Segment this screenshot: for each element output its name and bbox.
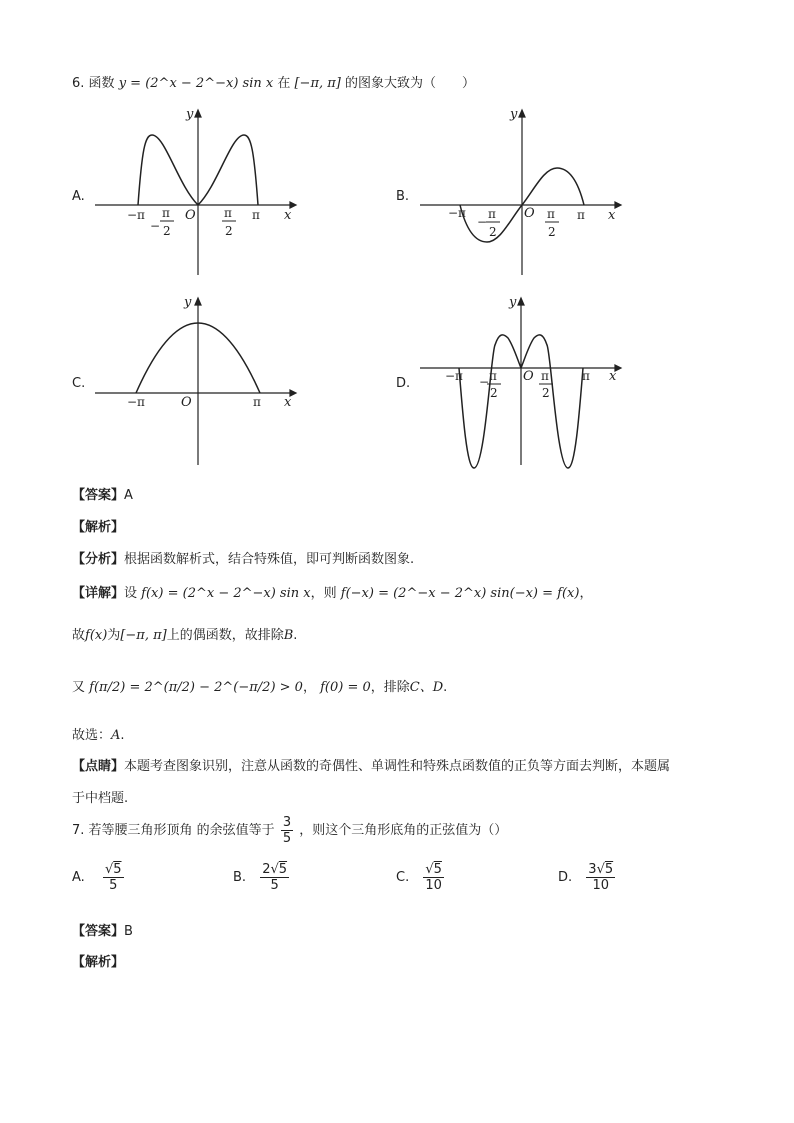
tick-half-num: π — [541, 369, 549, 383]
tick-neg-half-num: π — [488, 207, 496, 221]
q7-analysis-tag — [72, 951, 124, 970]
origin-label: O — [523, 369, 534, 384]
analysis-tag: 【解析】 — [72, 520, 125, 535]
stem-suffix: 的图象大致为（ ） — [345, 76, 476, 91]
option-a[interactable] — [72, 862, 126, 893]
fraction-denominator: 5 — [282, 831, 292, 846]
line3-f-pi-half: f(π/2) = 2^(π/2) − 2^(−π/2) > 0 — [89, 680, 303, 695]
answer-value: B — [124, 924, 133, 939]
choose-answer: A — [111, 728, 121, 743]
option-b-coef: 2 — [262, 862, 271, 877]
stem-a: 若等腰三角形顶角 的余弦值等于 — [88, 823, 275, 838]
option-c[interactable] — [396, 862, 446, 893]
tick-pi: π — [253, 395, 261, 409]
choose-text: 故选： — [72, 728, 112, 743]
choose-end: . — [120, 728, 125, 743]
graph-c-label: C. — [72, 376, 86, 391]
tick-neg-half-num: π — [162, 206, 170, 220]
q7-answer-line — [72, 920, 133, 939]
line3-f-zero: f(0) = 0 — [320, 680, 371, 695]
fraction-numerator: 3 — [282, 815, 292, 830]
option-d-radicand: 5 — [604, 862, 614, 877]
x-label: x — [608, 208, 616, 223]
question-6-stem — [72, 72, 475, 91]
y-arrow — [518, 298, 524, 305]
origin-label: O — [524, 206, 535, 221]
line2-fx: f(x) — [85, 628, 108, 643]
y-arrow — [195, 110, 201, 117]
q6-answer-line — [72, 484, 133, 503]
xiangjie-text-a: 设 — [124, 586, 138, 601]
option-b-label: B. — [233, 870, 247, 885]
dianjing-tag: 【点睛】 — [72, 759, 125, 774]
y-label: y — [184, 295, 192, 310]
graph-d-label: D. — [396, 376, 411, 391]
answer-tag: 【答案】 — [72, 488, 125, 503]
x-label: x — [284, 395, 292, 410]
stem-middle: 在 — [277, 76, 291, 91]
option-d[interactable] — [558, 862, 617, 893]
option-d-coef: 3 — [588, 862, 597, 877]
dianjing-text-1: 本题考查图象识别，注意从函数的奇偶性、单调性和特殊点函数值的正负等方面去判断，本题属 — [124, 759, 671, 774]
line2-end: . — [293, 628, 298, 643]
y-label: y — [509, 295, 517, 310]
tick-half-num: π — [224, 206, 232, 220]
option-c-value: $\frac{√5}{10}$ — [425, 862, 442, 893]
q6-line2 — [72, 624, 297, 643]
tick-neg-minus: − — [477, 215, 488, 229]
option-c-radicand: 5 — [433, 862, 442, 877]
option-b[interactable] — [233, 862, 291, 893]
tick-pi: π — [582, 369, 590, 383]
question-number: 7. — [72, 823, 85, 838]
line2-text-e: 上的偶函数，故排除 — [166, 628, 284, 643]
line3-text-c: ， — [302, 680, 316, 695]
tick-neg-pi: −π — [448, 206, 466, 220]
q6-choose-line — [72, 724, 125, 743]
q6-dianjing-line-2: 于中档题. — [72, 791, 129, 806]
x-arrow — [615, 202, 621, 208]
fenxi-tag: 【分析】 — [72, 552, 125, 567]
option-d-value: $\frac{3√5}{10}$ — [588, 862, 614, 893]
y-arrow — [195, 298, 201, 305]
tick-neg-pi: −π — [127, 395, 145, 409]
tick-pi: π — [252, 208, 260, 222]
question-7-stem — [72, 815, 507, 846]
y-arrow — [519, 110, 525, 117]
tick-neg-pi: −π — [127, 208, 145, 222]
stem-b: ，则这个三角形底角的正弦值为（） — [299, 823, 508, 838]
option-c-den: 10 — [425, 878, 442, 893]
line3-text-a: 又 — [72, 680, 86, 695]
q6-fenxi-line — [72, 548, 414, 567]
option-b-den: 5 — [270, 878, 279, 893]
tick-half-den: 2 — [542, 386, 550, 400]
origin-label: O — [181, 395, 192, 410]
function-expression: y = (2^x − 2^−x) sin x — [118, 76, 274, 91]
fenxi-text: 根据函数解析式，结合特殊值，即可判断函数图象. — [124, 552, 415, 567]
interval: [−π, π] — [294, 76, 341, 91]
answer-tag: 【答案】 — [72, 924, 125, 939]
option-a-value: $\frac{√5}{5}$ — [104, 862, 122, 893]
line2-interval: [−π, π] — [120, 628, 167, 643]
tick-half-den: 2 — [225, 224, 233, 238]
question-number: 6. — [72, 76, 85, 91]
graph-a — [90, 105, 310, 280]
tick-neg-half-den: 2 — [490, 386, 498, 400]
tick-neg-half-den: 2 — [163, 224, 171, 238]
line2-text-a: 故 — [72, 628, 86, 643]
option-b-value: $\frac{2√5}{5}$ — [262, 862, 288, 893]
y-label: y — [186, 107, 194, 122]
analysis-tag: 【解析】 — [72, 955, 125, 970]
option-a-label: A. — [72, 870, 85, 885]
xiangjie-tag: 【详解】 — [72, 586, 125, 601]
q6-line3 — [72, 676, 447, 695]
line3-options: C、D — [409, 680, 444, 695]
tick-neg-half-num: π — [489, 369, 497, 383]
tick-neg-minus: − — [479, 375, 490, 389]
option-c-label: C. — [396, 870, 410, 885]
tick-neg-minus: − — [150, 219, 161, 233]
graph-a-label: A. — [72, 189, 85, 204]
option-b-radicand: 5 — [278, 862, 288, 877]
tick-pi: π — [577, 208, 585, 222]
q6-xiangjie-line — [72, 582, 592, 601]
xiangjie-text-e: ， — [579, 586, 593, 601]
f-neg-x: f(−x) = (2^−x − 2^x) sin(−x) = f(x) — [340, 586, 580, 601]
x-label: x — [284, 208, 292, 223]
option-d-label: D. — [558, 870, 573, 885]
line2-text-c: 为 — [107, 628, 121, 643]
tick-half-den: 2 — [548, 225, 556, 239]
graph-d — [415, 293, 635, 473]
xiangjie-text-c: ，则 — [310, 586, 337, 601]
answer-value: A — [124, 488, 133, 503]
option-a-den: 5 — [109, 878, 118, 893]
q6-dianjing-line — [72, 755, 670, 774]
y-label: y — [510, 107, 518, 122]
line3-end: . — [443, 680, 448, 695]
tick-half-num: π — [547, 207, 555, 221]
option-d-den: 10 — [592, 878, 609, 893]
graph-b-label: B. — [396, 189, 410, 204]
fx-definition: f(x) = (2^x − 2^−x) sin x — [141, 586, 311, 601]
line3-text-e: ，排除 — [370, 680, 410, 695]
q6-analysis-tag — [72, 516, 124, 535]
stem-prefix: 函数 — [88, 76, 115, 91]
graph-c — [90, 293, 310, 468]
option-a-radicand: 5 — [113, 862, 122, 877]
x-label: x — [609, 369, 617, 384]
cos-fraction — [281, 815, 293, 846]
line2-option: B — [283, 628, 294, 643]
tick-neg-half-den: 2 — [489, 225, 497, 239]
tick-neg-pi: −π — [445, 369, 463, 383]
graph-b — [415, 105, 635, 280]
origin-label: O — [185, 208, 196, 223]
